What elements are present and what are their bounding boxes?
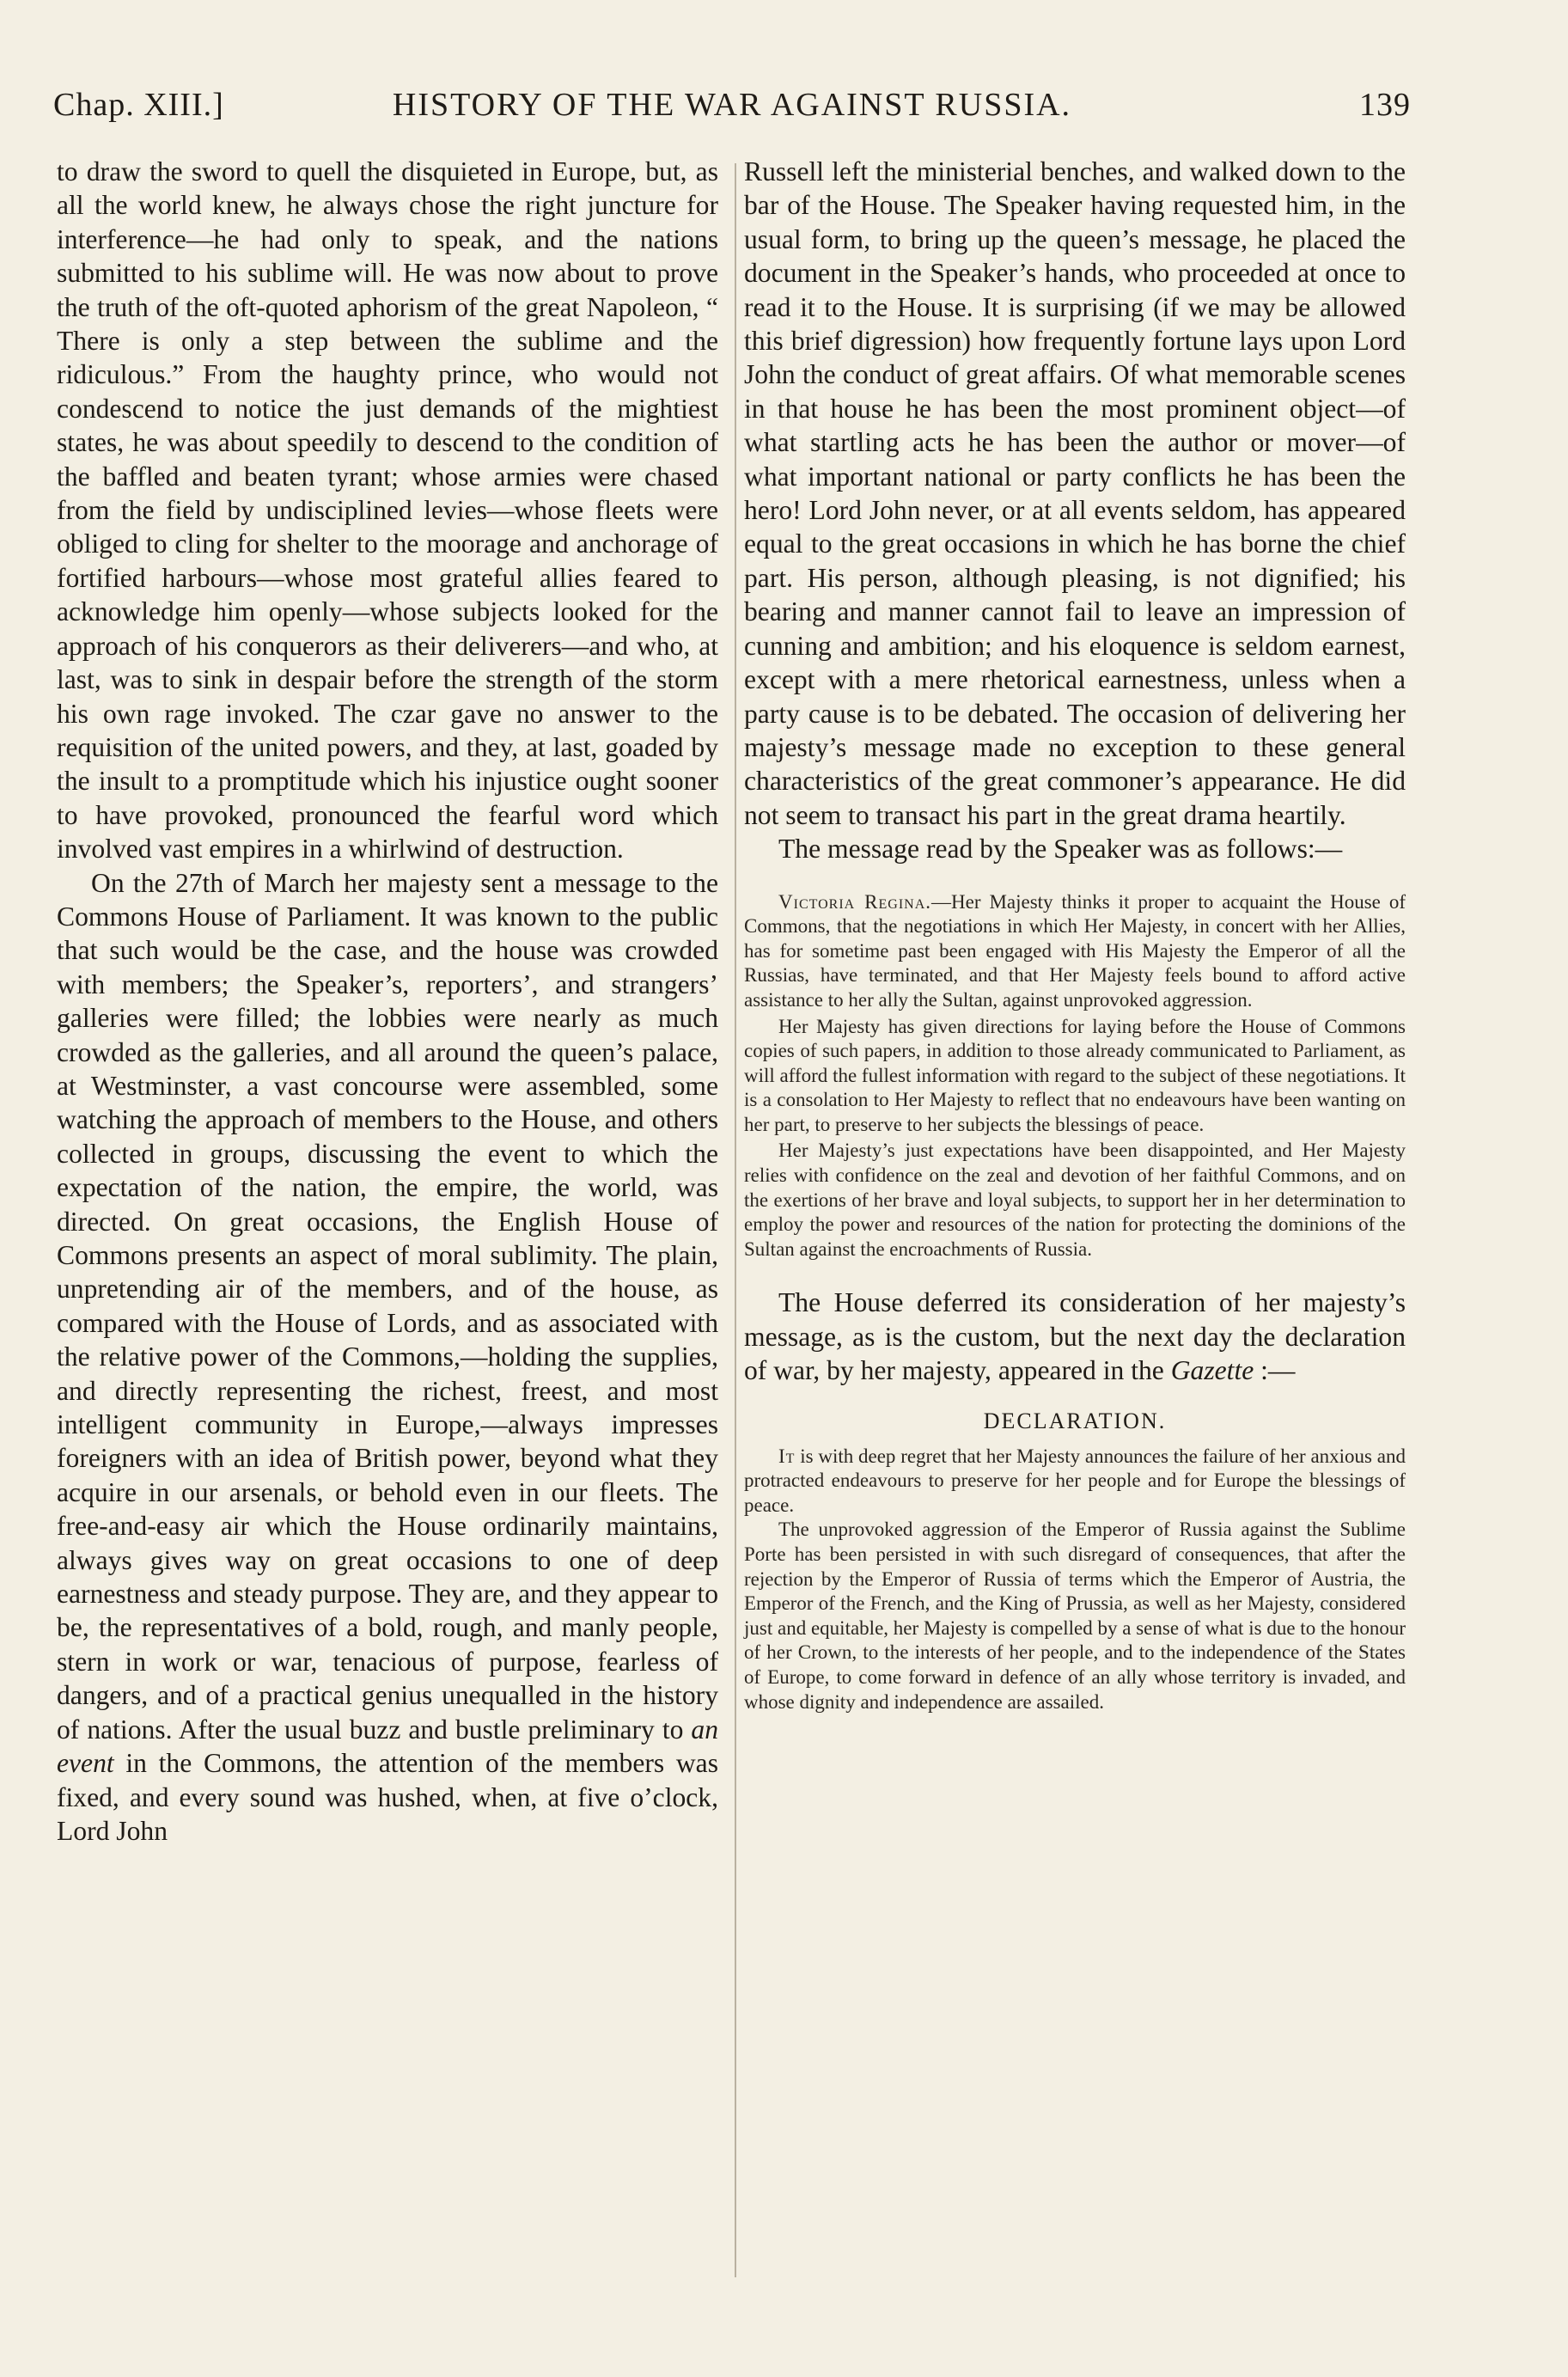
declaration-paragraph: The unprovoked aggression of the Emperor of Russia against the Sublime Porte has been persisted in with such disregard of consequences, that after the rejection by the Emperor of Russia of terms which the Emperor of Austria, the Emperor of the French, and the King of Prussia, as well as her Majesty, considered just and equitable, her Majesty is compelled by a sense of what is due to the honour of her Crown, to the interests of her people, and to the independence of the States of Europe, to come forward in defence of an ally whose territory is invaded, and whose dignity and independence are assailed. xyxy=(744,1518,1406,1713)
running-head xyxy=(53,86,1411,137)
chapter-label: Chap. XIII.] xyxy=(53,87,224,123)
italic-text: Gazette xyxy=(1170,1355,1254,1386)
declaration-heading: DECLARATION. xyxy=(983,1408,1167,1433)
paragraph: The message read by the Speaker was as follows:— xyxy=(778,834,1343,865)
declaration xyxy=(744,1445,1406,1715)
paragraph-text: in the Commons, the attention of the members was fixed, and every sound was hushed, when, at five o’clock, Lord John xyxy=(57,1748,719,1846)
column-divider xyxy=(735,163,736,2277)
declaration-first-word: It xyxy=(778,1445,796,1467)
right-column xyxy=(744,155,1406,1714)
message-text: —Her Majesty thinks it proper to acquaint the House of Commons, that the negotiations in which Her Majesty, in concert with her Allies, has for sometime past been engaged with His Majesty the Emperor of all the Russias, have terminated, and that Her Majesty feels bound to afford active assistance to her ally the Sultan, against unprovoked aggression. xyxy=(744,890,1406,1011)
italic-text: an event xyxy=(57,1714,719,1779)
declaration-paragraph xyxy=(744,1445,1406,1518)
message-paragraph xyxy=(744,890,1406,1013)
message-paragraph: Her Majesty’s just expectations have been disappointed, and Her Majesty relies with confidence on the zeal and devotion of her faithful Commons, and on the exertions of her brave and loyal subjects, to support her in her determination to employ the power and resources of the nation for protecting the dominions of the Sultan against the encroachments of Russia. xyxy=(744,1140,1406,1260)
paragraph-text: On the 27th of March her majesty sent a message to the Commons House of Parliament. It was known to the public that such would be the case, and the house was crowded with members; the Speaker’s, reporters’, and strangers’ galleries were filled; the lobbies were nearly as much crowded as the galleries, and all around the queen’s palace, at Westminster, a vast concourse were assembled, some watching the approach of members to the House, and others collected in groups, discussing the event to which the expectation of the nation, the empire, the world, was directed. On great occasions, the English House of Commons presents an aspect of moral sublimity. The plain, unpretending air of the members, and of the house, as compared with the House of Lords, and as associated with the relative power of the Commons,—holding the supplies, and directly representing the richest, freest, and most intelligent community in Europe,—always impresses foreigners with an idea of British power, beyond what they acquire in our arsenals, or behold even in our fleets. The free-and-easy air which the House ordinarily maintains, always gives way on great occasions to one of deep earnestness and steady purpose. They are, and they appear to be, the representatives of a bold, rough, and manly people, stern in work or war, tenacious of purpose, fearless of dangers, and of a practical genius unequalled in the history of nations. After the usual buzz and bustle preliminary to xyxy=(57,867,718,1745)
message-paragraph: Her Majesty has given directions for laying before the House of Commons copies of such papers, in addition to those already communicated to Parliament, as will afford the fullest information with regard to the subject of these negotiations. It is a consolation to Her Majesty to reflect that no endeavours have been wanting on her part, to preserve to her subjects the blessings of peace. xyxy=(744,1015,1406,1135)
message-heading: Victoria Regina. xyxy=(778,890,932,913)
paragraph xyxy=(744,1286,1406,1387)
book-title: HISTORY OF THE WAR AGAINST RUSSIA. xyxy=(392,87,1072,123)
queens-message xyxy=(744,890,1406,1262)
paragraph-text: :— xyxy=(1260,1355,1296,1386)
page-number: 139 xyxy=(1359,87,1411,123)
paragraph: Russell left the ministerial benches, and walked down to the bar of the House. The Speaker having requested him, in the usual form, to bring up the queen’s message, he placed the document in the Speaker’s hands, who proceeded at once to read it to the House. It is surprising (if we may be allowed this brief digression) how frequently fortune lays upon Lord John the conduct of great affairs. Of what memorable scenes in that house he has been the most prominent object—of what startling acts he has been the author or mover—of what important national or party conflicts he has been the hero! Lord John never, or at all events seldom, has appeared equal to the great occasions in which he has borne the chief part. His person, although pleasing, is not dignified; his bearing and manner cannot fail to leave an impression of cunning and ambition; and his eloquence is seldom earnest, except with a mere rhetorical earnestness, unless when a party cause is to be debated. The occasion of delivering her majesty’s message made no exception to these general characteristics of the great commoner’s appearance. He did not seem to transact his part in the great drama heartily. xyxy=(744,156,1406,830)
paragraph-text: The House deferred its consideration of her majesty’s message, as is the custom, but the next day the declaration of war, by her majesty, appeared in the xyxy=(744,1287,1406,1386)
paragraph xyxy=(57,866,718,1848)
declaration-text: is with deep regret that her Majesty announces the failure of her anxious and protracted endeavours to preserve for her people and for Europe the blessings of peace. xyxy=(744,1445,1406,1516)
paragraph: to draw the sword to quell the disquieted in Europe, but, as all the world knew, he always chose the right juncture for interference—he had only to speak, and the nations submitted to his sublime will. He was now about to prove the truth of the oft-quoted aphorism of the great Napoleon, “ There is only a step between the sublime and the ridiculous.” From the haughty prince, who would not condescend to notice the just demands of the mightiest states, he was about speedily to descend to the condition of the baffled and beaten tyrant; whose armies were chased from the field by undisciplined levies—whose fleets were obliged to cling for shelter to the moorage and anchorage of fortified harbours—whose most grateful allies feared to acknowledge him openly—whose subjects looked for the approach of his conquerors as their deliverers—and who, at last, was to sink in despair before the strength of the storm his own rage invoked. The czar gave no answer to the requisition of the united powers, and they, at last, goaded by the insult to a promptitude which his injustice ought sooner to have provoked, pronounced the fearful word which involved vast empires in a whirlwind of destruction. xyxy=(57,156,718,865)
left-column xyxy=(57,155,718,1848)
